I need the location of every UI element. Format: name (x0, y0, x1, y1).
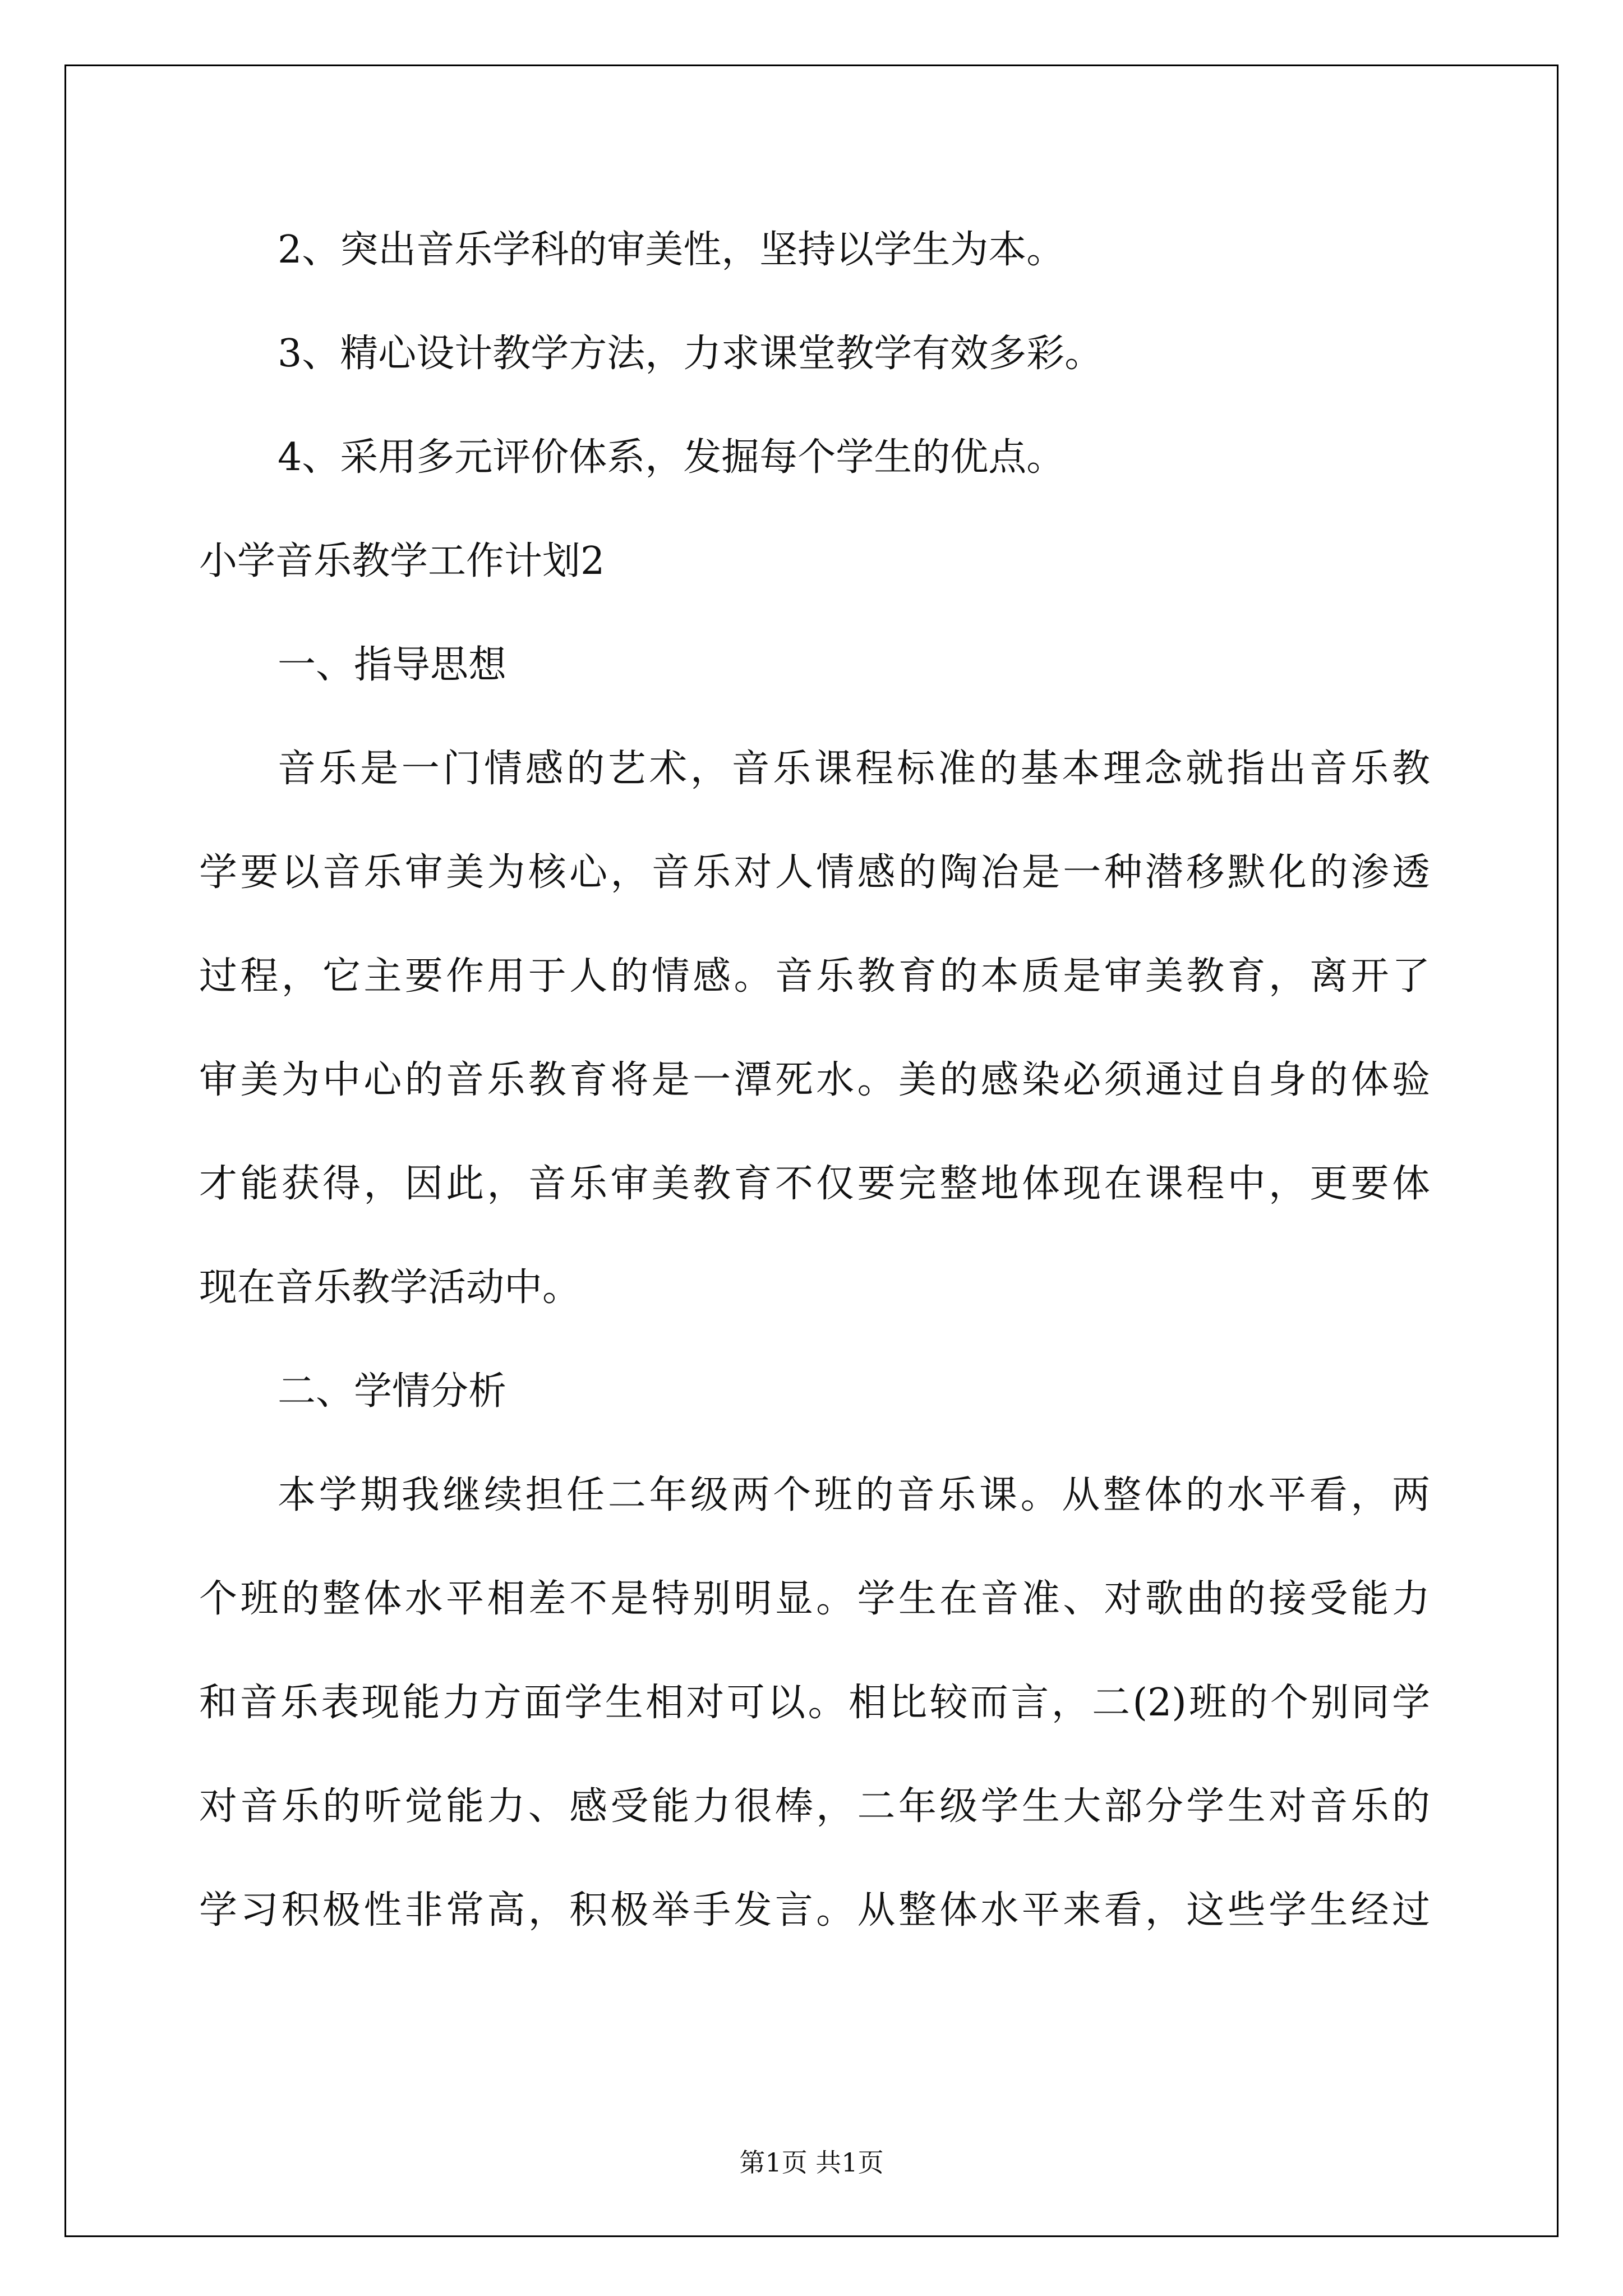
section-heading-guiding-thought: 一、指导思想 (278, 643, 507, 687)
paragraph-line: 审美为中心的音乐教育将是一潭死水。美的感染必须通过自身的体验 (199, 1058, 1430, 1102)
list-item-4: 4、采用多元评价体系，发掘每个学生的优点。 (278, 435, 1065, 480)
page-number: 第1页 共1页 (739, 2147, 884, 2178)
paragraph-line: 过程，它主要作用于人的情感。音乐教育的本质是审美教育，离开了 (199, 954, 1430, 999)
paragraph-line: 现在音乐教学活动中。 (199, 1266, 581, 1310)
paragraph-line: 学习积极性非常高，积极举手发言。从整体水平来看，这些学生经过 (199, 1888, 1430, 1932)
paragraph-line: 本学期我继续担任二年级两个班的音乐课。从整体的水平看，两 (278, 1473, 1430, 1517)
plan-title: 小学音乐教学工作计划2 (199, 539, 605, 583)
list-item-2: 2、突出音乐学科的审美性，坚持以学生为本。 (278, 228, 1065, 272)
paragraph-line: 对音乐的听觉能力、感受能力很棒，二年级学生大部分学生对音乐的 (199, 1784, 1430, 1829)
paragraph-line: 学要以音乐审美为核心，音乐对人情感的陶冶是一种潜移默化的渗透 (199, 850, 1430, 895)
paragraph-line: 才能获得，因此，音乐审美教育不仅要完整地体现在课程中，更要体 (199, 1162, 1430, 1206)
list-item-3: 3、精心设计教学方法，力求课堂教学有效多彩。 (278, 332, 1103, 376)
section-heading-student-analysis: 二、学情分析 (278, 1369, 507, 1414)
paragraph-line: 音乐是一门情感的艺术，音乐课程标准的基本理念就指出音乐教 (278, 747, 1430, 791)
paragraph-line: 和音乐表现能力方面学生相对可以。相比较而言，二(2)班的个别同学 (199, 1681, 1430, 1725)
paragraph-line: 个班的整体水平相差不是特别明显。学生在音准、对歌曲的接受能力 (199, 1577, 1430, 1621)
